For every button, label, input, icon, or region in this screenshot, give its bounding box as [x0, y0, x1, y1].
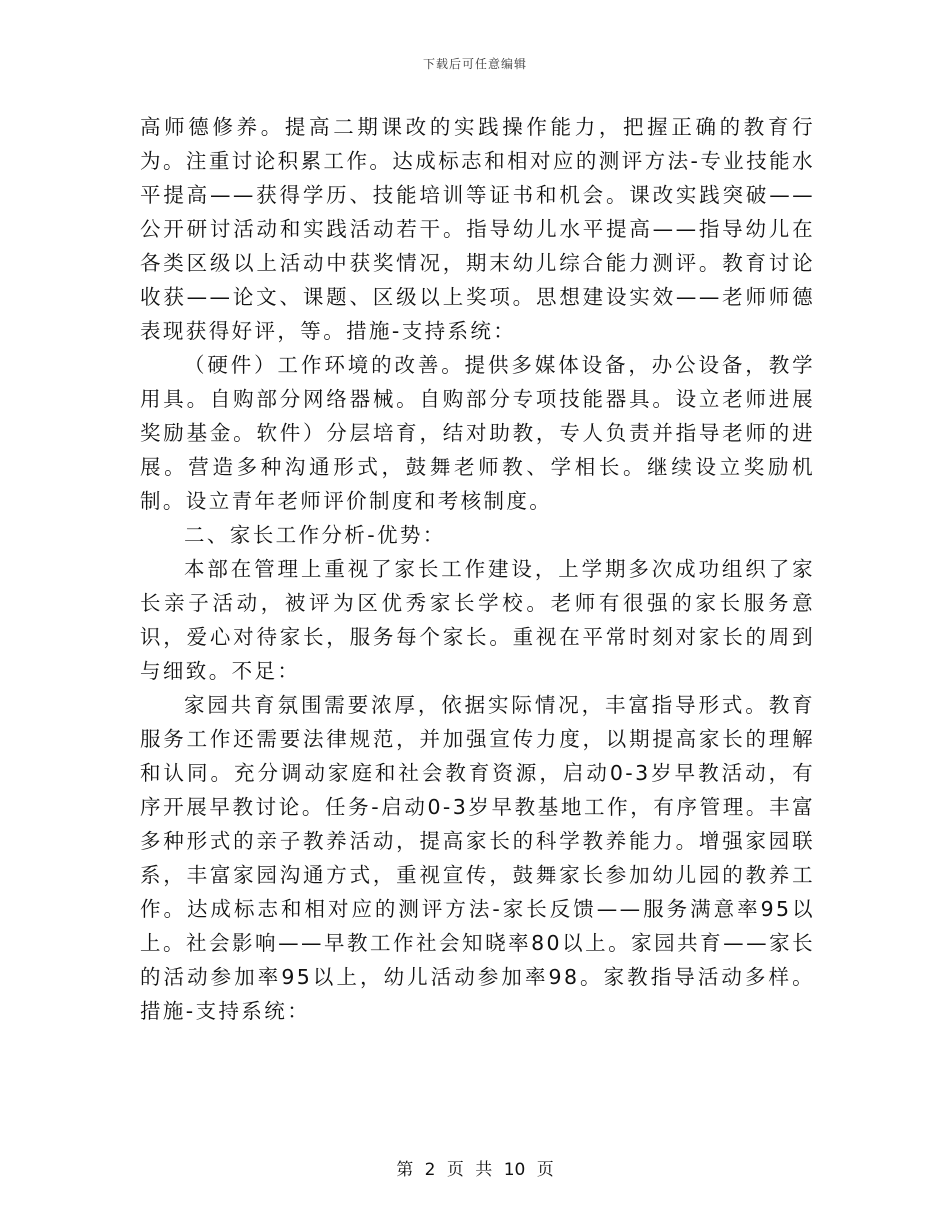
page-header-note: 下载后可任意编辑 — [422, 57, 527, 71]
paragraph-parent-advantages: 本部在管理上重视了家长工作建设，上学期多次成功组织了家长亲子活动，被评为区优秀家长学校。老师有很强的家长服务意识，爱心对待家长，服务每个家长。重视在平常时刻对家长的周到与细致。不足： — [140, 557, 815, 683]
page-number: 第 2 页 共 10 页 — [396, 1160, 554, 1180]
paragraph-parent-shortcomings: 家园共育氛围需要浓厚，依据实际情况，丰富指导形式。教育服务工作还需要法律规范，并加强宣传力度，以期提高家长的理解和认同。充分调动家庭和社会教育资源，启动0-3岁早教活动，有序开展早教讨论。任务-启动0-3岁早教基地工作，有序管理。丰富多种形式的亲子教养活动，提高家长的科学教养能力。增强家园联系，丰富家园沟通方式，重视宣传，鼓舞家长参加幼儿园的教养工作。达成标志和相对应的测评方法-家长反馈——服务满意率95以上。社会影响——早教工作社会知晓率80以上。家园共育——家长的活动参加率95以上，幼儿活动参加率98。家教指导活动多样。措施-支持系统： — [140, 693, 815, 1023]
section-heading-parent-work: 二、家长工作分析-优势： — [184, 523, 446, 547]
paragraph-teacher-measures: 高师德修养。提高二期课改的实践操作能力，把握正确的教育行为。注重讨论积累工作。达成标志和相对应的测评方法-专业技能水平提高——获得学历、技能培训等证书和机会。课改实践突破——公开研讨活动和实践活动若干。指导幼儿水平提高——指导幼儿在各类区级以上活动中获奖情况，期末幼儿综合能力测评。教育讨论收获——论文、课题、区级以上奖项。思想建设实效——老师师德表现获得好评，等。措施-支持系统： — [140, 115, 815, 343]
paragraph-hardware-software: （硬件）工作环境的改善。提供多媒体设备，办公设备，教学用具。自购部分网络器械。自购部分专项技能器具。设立老师进展奖励基金。软件）分层培育，结对助教，专人负责并指导老师的进展。营造多种沟通形式，鼓舞老师教、学相长。继续设立奖励机制。设立青年老师评价制度和考核制度。 — [140, 353, 815, 513]
document-body — [140, 110, 815, 1028]
